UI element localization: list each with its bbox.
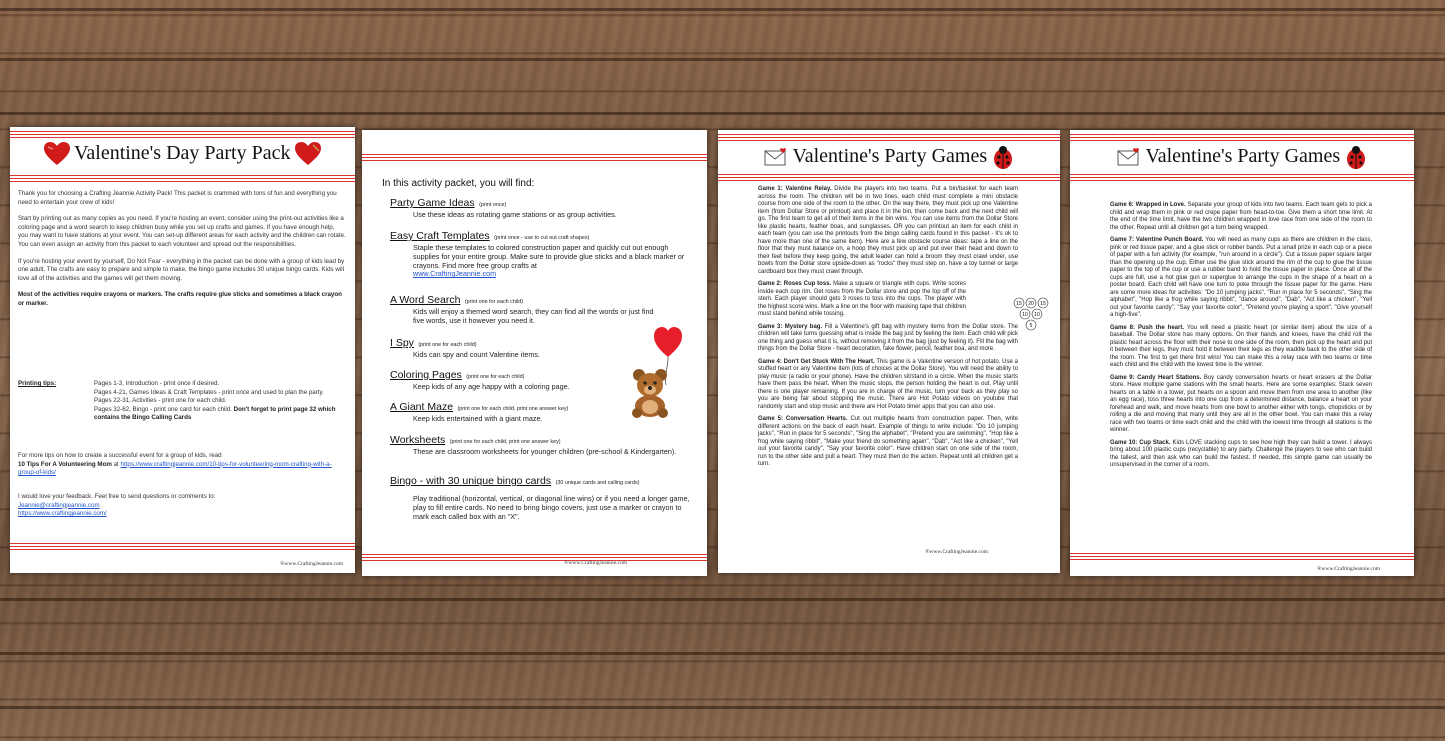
feedback-text: I would love your feedback. Feel free to send questions or comments to: [18,493,216,500]
game-entry: Game 6: Wrapped in Love. Separate your group of kids into two teams. Each team gets to pick a child and wrap them in pink or red crepe paper from head-to-toe. Give them a short time limit. At the end of the time limit, have the two children wrapped in love race from one side of the room to the other. Repeat until all children get a turn being wrapped. [1110,202,1372,231]
feedback [18,493,346,519]
top-rule [718,134,1060,141]
love-letter-icon [1117,148,1141,166]
page-party-games-2 [1070,130,1414,576]
tip: Pages 22-31, Activities - print one for each child. [94,397,227,405]
paragraph: If you're hosting your event by yourself, Do Not Fear - everything in the packet can be done with a group of kids lead by one adult. The crafts are easy to prepare and simple to make, the bingo game includes 30 unique bingo cards. Kids will love all of the activities and the games will get them moving. [18,257,345,282]
intro-text [18,190,346,317]
article-title: 10 Tips For A Volunteering Mom [18,460,112,468]
game-entry: Game 9: Candy Heart Stations. Buy candy conversation hearts or heart erasers at the Dollar store. Have multiple game stations with the small hearts. Here are some examples: Stack seven hearts on a table in a tower, put hearts on a spoon and move them from one area to another (like an egg race), toss three hearts into one cup from a determined distance, balance a heart on your forehead and walk, and move hearts from one bowl to another either with tongs, chopsticks or by rolling a die and moving that many until they are all in the other bowl. You can make this a relay race with two teams or time each child and the child with the lowest time through all stations is the winner. [1110,374,1372,433]
item-description: Use these ideas as rotating game stations or as group activities. [413,210,617,219]
game-entry: Game 3: Mystery bag. Fill a Valentine's gift bag with mystery items from the Dollar store. The children will take turns guessing what is inside the bag just by feeling the item. Each child will pick one thing and guess what it is, without removing it from the bag (just by feeling it). Fill the bag with things from the Dollar Store - heart decoration, fake flower, pencil, feather boa, and more. [758,323,1018,352]
item-description: These are classroom worksheets for younger children (pre-school & Kindergarten). [413,447,677,456]
paragraph: Start by printing out as many copies as you need. If you're hosting an event, consider using the print-out activities like a coloring page and a word search to keep children busy while you set up crafts and games. If you have enough help, you may want to have stations at your event. You can set-up different areas for each activity and the children can rotate. You can even assign an activity from this packet to each volunteer and spread out the responsibilities. [18,215,346,248]
item-description: Play traditional (horizontal, vertical, or diagonal line wins) or if you need a longer game, play to fill entire cards. No need to bring bingo covers, just use a marker or crayon to mark each called box with an "X". [413,494,690,521]
love-letter-icon [764,148,788,166]
item-note: (print one for each child, print one answer key) [457,406,569,412]
item-heading: A Giant Maze [390,401,454,413]
paragraph-bold: Most of the activities require crayons or markers. The crafts require glue sticks and sometimes a black crayon or marker. [18,291,342,307]
page-activity-list [362,130,707,576]
item-note: (print one for each child) [464,299,524,305]
wood-seam [0,112,1445,115]
more-tips-text: For more tips on how to create a successful event for a group of kids, read [18,452,222,459]
wood-seam [0,8,1445,11]
game-entry: Game 4: Don't Get Stuck With The Heart. This game is a Valentine version of hot potato. Use a stuffed heart or any Valentine item (lots of choices at the Dollar Store). You will need the ability to play music (a radio or your phone). Have the children sit/stand in a circle. When the music starts have them pass the heart. When the music stops, the person holding the heart is out. Play until there is one player remaining. If you are in charge of the music, turn your back as they play so you are being fair about stopping the music. There are Hot Potato videos on youtube that randomly start and stop music and there are Hot Potato timer apps that you can also use. [758,358,1018,410]
top-rule [10,131,355,138]
item-note: (print one for each child) [466,374,525,380]
tip: Pages 32-62, Bingo - print one card for each child. [94,405,232,413]
footer: ®www.CraftingJeannie.com [1317,566,1380,572]
item-description: Staple these templates to colored construction paper and quickly cut out enough supplies for your entire group. Make sure to provide glue sticks and a black marker or crayons. Find more free group crafts at [413,243,685,270]
item-note: (30 unique cards and calling cards) [555,480,640,486]
item-note: (print once - use to cut out craft shapes) [494,235,590,241]
games-text [758,186,1018,474]
craft-link[interactable]: www.CraftingJeannie.com [413,269,497,279]
wood-seam [0,652,1445,655]
game-entry: Game 5: Conversation Hearts. Cut out multiple hearts from construction paper. Then, write different actions on the back of each heart. Example of things to write include: "Do 10 jumping jacks", "Run in place for 5 seconds", "Sing the alphabet", "Pretend you are swimming", "Hop like a frog while saying ribbit", "Make your friend do something again", "Dab", "Act like a chicken", "Yell out your favorite candy", "Say your favorite color". Have children start on one side of the room, run to the other side and pull a heart. They must then do the action. Repeat until all children get a turn. [758,416,1018,467]
wood-seam [0,706,1445,709]
item-note: (print one for each child, print one answer key) [449,439,561,445]
printing-tips [18,380,346,423]
paragraph: Thank you for choosing a Crafting Jeannie Activity Pack! This packet is crammed with tons of fun and everything you need to entertain your crew of kids! [18,190,337,206]
game-entry: Game 2: Roses Cup toss. Make a square or triangle with cups. Write scores inside each cup rim. Get roses from the Dollar store and pop the top off of the stem. Each player should gets 3 roses to toss into the cups. The player with the highest score wins. Mark a line on the floor with masking tape that children must stand behind while tossing. [758,281,966,317]
more-tips-text: at [113,460,119,468]
article-link[interactable]: https://www.craftingjeannie.com/10-tips-for-volunteering-mom-crafting-with-a-group-of-kids/ [18,460,332,477]
list-item [390,226,695,279]
item-description: Kids will enjoy a themed word search, they can find all the words or just find five words, use it however you need it. [413,307,654,325]
site-link[interactable]: https://www.craftingjeannie.com/ [18,510,107,518]
game-entry: Game 1: Valentine Relay. Divide the players into two teams. Put a bin/basket for each team across the room. The children will be in two lines, each child must complete a mini obstacle course from one side of the room to the other. On the way there, they must pick up one Valentine item (from Dollar Store or printout) and place it in the bin, then come back and the next child will go. The first team to get all of their items in the bin wins. You can use items from the Dollar Store like plastic hearts, feather boas, and sunglasses. OR you can printout an item for each child in each team (you can use the printouts from the bingo calling cards found in this packet - It's ok to have more than one of the same item). Here are a few obstacle course ideas: tape a line on the floor that they must balance on, a hoop they must pick up and put over their head and down to their feet before they keep going, the adult leader can hold a broom they must crawl under, use bowls from the Dollar store upside-down as "rocks" they must step on, have a toy tunnel or large cardboard box they must crawl through. [758,186,1018,275]
bottom-rule [1070,553,1414,560]
wood-seam [0,58,1445,61]
score-label: 15 [1016,300,1022,307]
game-entry: Game 7: Valentine Punch Board. You will need as many cups as there are children in the class, pink or red tissue paper, and a glue stick or rubber bands. Put a small prize in each cup or a piece of paper with a fun activity (for example, "run around in a circle"). Cut a tissue paper square larger than the opening up the cup. Either use the glue stick around the rim of the cup to glue the tissue paper to the top of the cup or use a rubber band to hold the tissue paper in place. Once all of the cups are full, use a hot glue gun or superglue to arrange the cups in the shape of a heart on a poster board. Each child will have one turn to poke through the tissue paper for the game. Here are some more ideas for activities: "Do 10 jumping jacks", "Run in place for 5 seconds", "Sing the alphabet", "Hop like a frog while saying ribbit", "dance around", "Dab", "Act like a chicken", "Yell out your favorite candy", "Say your favorite color", "Pretend you're playing a sport", "Give yourself a high-five". [1110,237,1372,318]
score-label: 15 [1040,300,1046,307]
item-description: Keep kids of any age happy with a coloring page. [413,382,570,391]
page-title: Valentine's Day Party Pack [10,142,355,166]
page-party-games-1 [718,130,1060,573]
item-heading: A Word Search [390,294,461,306]
item-description: Kids can spy and count Valentine items. [413,350,540,359]
list-item [390,290,695,326]
list-item [390,430,695,457]
top-rule [1070,134,1414,141]
bottom-rule [362,554,707,561]
tip: Pages 4-21, Games Ideas & Craft Templates - print once and used to plan the party. [94,388,324,396]
cup-toss-diagram [1013,297,1053,333]
ladybug-icon [992,145,1014,169]
item-note: (print one for each child) [418,342,477,348]
heart-icon [295,142,321,166]
top-rule [362,154,707,161]
more-tips [18,452,346,478]
title-rule [1070,174,1414,181]
item-note: (print once) [479,202,507,208]
list-item [390,471,695,521]
score-label: 20 [1028,300,1034,307]
tip-note: Don't forget to print page 32 which contains the Bingo Calling Cards [94,405,336,422]
intro-heading: In this activity packet, you will find: [382,178,535,189]
score-label: 10 [1034,311,1040,318]
teddy-bear-balloon-icon [624,323,688,418]
wood-seam [0,598,1445,601]
item-description: Keep kids entertained with a giant maze. [413,414,543,423]
score-label: 5 [1029,322,1033,329]
ladybug-icon [1345,145,1367,169]
tip: Pages 1-3, Introduction - print once if desired. [94,380,220,387]
title-rule [718,174,1060,181]
game-entry: Game 8: Push the heart. You will need a plastic heart (or similar item) about the size of a baseball. The Dollar store has many options. On their hands and knees, have the child roll the plastic heart across the floor with their nose to one side of the room, then pick up the heart and put it between their legs, they must hold it between their legs as they waddle back to the other side of the room. The first to get there first wins! You can make this a relay race with two teams or time each child and the child with the lowest time is the winner. [1110,324,1373,368]
list-item [390,193,695,220]
item-heading: Bingo - with 30 unique bingo cards [390,475,552,487]
page-title: Valentine's Party Games [1070,145,1414,169]
game-entry: Game 10: Cup Stack. Kids LOVE stacking cups to see how high they can build a tower. I always bring about 100 plastic cups (recyclable) to any party. Challenge the players to see who can build the tallest, and then ask who can build the fastest. If needed, this simple game can usually be unsupervised in the corner of a room. [1110,439,1372,468]
footer: ®www.CraftingJeannie.com [564,560,627,566]
footer: ®www.CraftingJeannie.com [280,561,343,567]
email-link[interactable]: Jeannie@craftingjeannie.com [18,501,100,509]
page-party-pack [10,127,355,573]
item-heading: Easy Craft Templates [390,230,490,242]
title-rule [10,175,355,182]
score-label: 10 [1022,311,1028,318]
item-heading: Worksheets [390,434,446,446]
games-text [1110,202,1372,475]
bottom-rule [10,543,355,550]
tips-label: Printing tips: [18,380,57,387]
item-heading: I Spy [390,337,414,349]
footer: ®www.CraftingJeannie.com [925,549,988,555]
page-title: Valentine's Party Games [718,145,1060,169]
item-heading: Coloring Pages [390,369,462,381]
item-heading: Party Game Ideas [390,197,475,209]
heart-icon [44,142,70,166]
